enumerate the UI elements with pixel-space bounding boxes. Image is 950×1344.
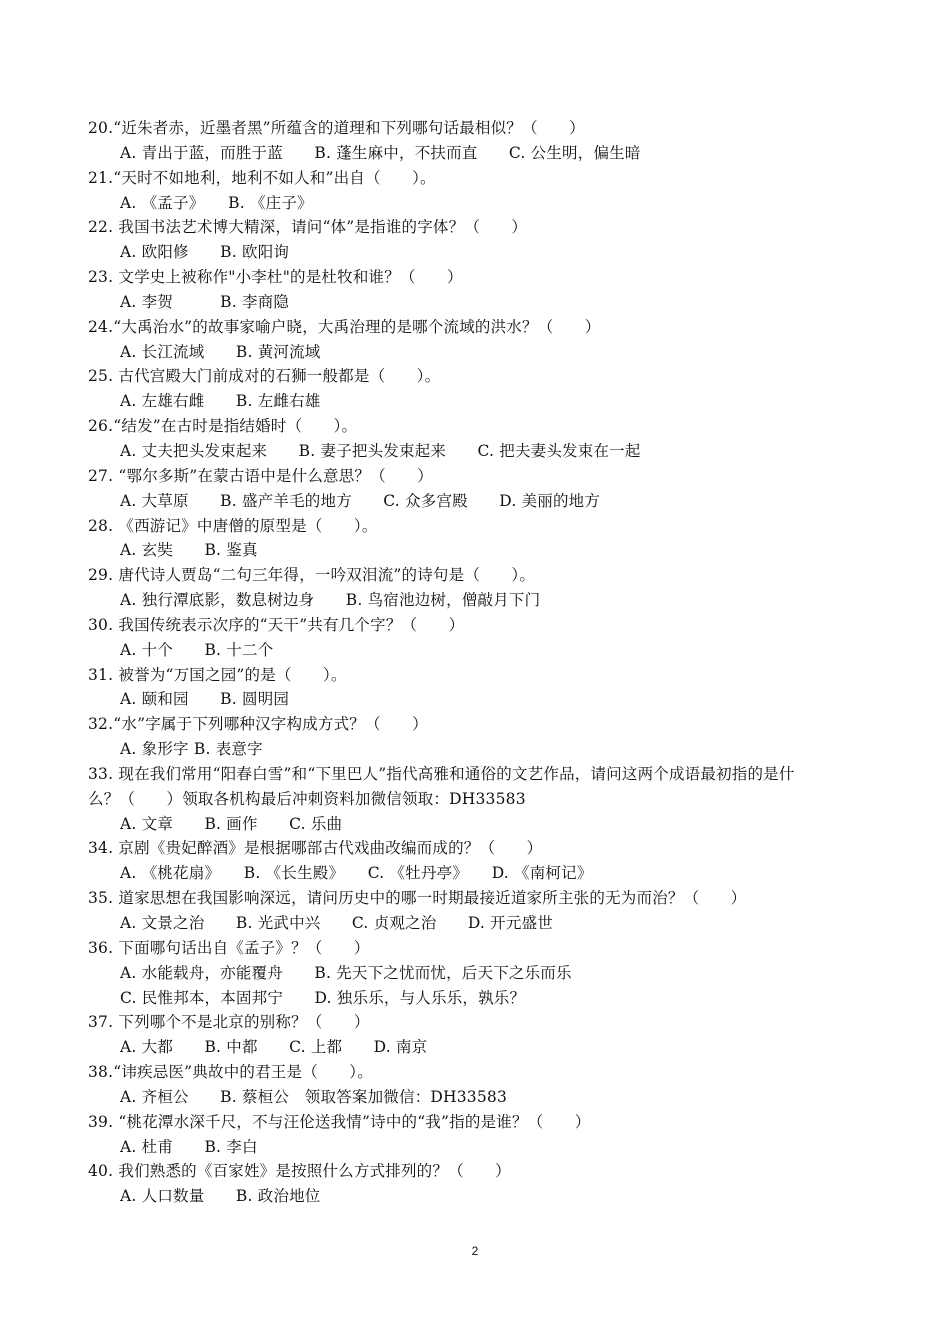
question-text: 20.“近朱者赤，近墨者黑”所蕴含的道理和下列哪句话最相似？（ ）: [88, 119, 585, 137]
answer-options: A. 人口数量 B. 政治地位: [120, 1187, 321, 1206]
answer-options: A. 十个 B. 十二个: [120, 640, 274, 659]
question-text: 34. 京剧《贵妃醉酒》是根据哪部古代戏曲改编而成的？（ ）: [88, 839, 543, 858]
answer-options: A. 齐桓公 B. 蔡桓公 领取答案加微信：DH33583: [120, 1087, 508, 1106]
answer-options: A. 文章 B. 画作 C. 乐曲: [120, 814, 343, 833]
question-text: 39. “桃花潭水深千尺，不与汪伦送我情”诗中的“我”指的是谁？（ ）: [88, 1112, 591, 1131]
question-text-continued: 么？（ ）领取各机构最后冲刺资料加微信领取：DH33583: [88, 789, 526, 808]
question-text: 35. 道家思想在我国影响深远，请问历史中的哪一时期最接近道家所主张的无为而治？（ ）: [88, 889, 747, 908]
question-text: 37. 下列哪个不是北京的别称？（ ）: [88, 1013, 370, 1032]
question-list: [88, 116, 878, 1209]
question-text: 31. 被誉为“万国之园”的是（ ）。: [88, 665, 347, 684]
answer-options: A. 象形字 B. 表意字: [120, 740, 263, 759]
question-text: 26.“结发”在古时是指结婚时（ ）。: [88, 417, 358, 436]
answer-options: A. 欧阳修 B. 欧阳询: [120, 243, 290, 262]
answer-options: C. 民惟邦本，本固邦宁 D. 独乐乐，与人乐乐，孰乐？: [120, 988, 526, 1007]
page-number: 2: [471, 1244, 479, 1258]
question-text: 36. 下面哪句话出自《孟子》？（ ）: [88, 938, 370, 957]
question-text: 28. 《西游记》中唐僧的原型是（ ）。: [88, 516, 378, 535]
question-text: 21.“天时不如地利，地利不如人和”出自（ ）。: [88, 168, 436, 187]
answer-options: A. 水能载舟，亦能覆舟 B. 先天下之忧而忧，后天下之乐而乐: [120, 963, 572, 982]
question-text: 33. 现在我们常用“阳春白雪”和“下里巴人”指代高雅和通俗的文艺作品，请问这两个成语最初指的是什: [88, 764, 795, 783]
question-text: 25. 古代宫殿大门前成对的石狮一般都是（ ）。: [88, 367, 441, 386]
question-text: 29. 唐代诗人贾岛“二句三年得，一吟双泪流”的诗句是（ ）。: [88, 566, 536, 585]
question-text: 40. 我们熟悉的《百家姓》是按照什么方式排列的？（ ）: [88, 1162, 511, 1181]
answer-options: A. 颐和园 B. 圆明园: [120, 690, 290, 709]
answer-options: A. 青出于蓝，而胜于蓝 B. 蓬生麻中，不扶而直 C. 公生明，偏生暗: [120, 143, 641, 162]
question-text: 22. 我国书法艺术博大精深，请问“体”是指谁的字体？（ ）: [88, 218, 528, 237]
answer-options: A. 丈夫把头发束起来 B. 妻子把头发束起来 C. 把夫妻头发束在一起: [120, 441, 641, 460]
answer-options: A. 文景之治 B. 光武中兴 C. 贞观之治 D. 开元盛世: [120, 914, 553, 932]
question-text: 24.“大禹治水”的故事家喻户晓，大禹治理的是哪个流域的洪水？（ ）: [88, 317, 601, 336]
question-text: 38.“讳疾忌医”典故中的君王是（ ）。: [88, 1063, 373, 1082]
answer-options: A. 玄奘 B. 鉴真: [120, 541, 258, 560]
answer-options: A. 大都 B. 中都 C. 上都 D. 南京: [120, 1038, 428, 1057]
answer-options: A. 杜甫 B. 李白: [120, 1137, 258, 1156]
question-text: 30. 我国传统表示次序的“天干”共有几个字？（ ）: [88, 615, 465, 634]
question-text: 32.“水”字属于下列哪种汉字构成方式？（ ）: [88, 715, 428, 734]
answer-options: A. 左雄右雌 B. 左雌右雄: [120, 392, 321, 411]
question-text: 23. 文学史上被称作"小李杜"的是杜牧和谁？（ ）: [88, 268, 463, 287]
answer-options: A. 长江流域 B. 黄河流域: [120, 342, 321, 361]
answer-options: A. 独行潭底影，数息树边身 B. 鸟宿池边树，僧敲月下门: [120, 591, 541, 610]
answer-options: A. 李贺 B. 李商隐: [120, 292, 290, 311]
answer-options: A. 《孟子》 B. 《庄子》: [120, 193, 313, 212]
answer-options: A. 大草原 B. 盛产羊毛的地方 C. 众多宫殿 D. 美丽的地方: [120, 491, 601, 510]
answer-options: A. 《桃花扇》 B. 《长生殿》 C. 《牡丹亭》 D. 《南柯记》: [120, 864, 593, 883]
question-text: 27. “鄂尔多斯”在蒙古语中是什么意思？（ ）: [88, 466, 433, 485]
